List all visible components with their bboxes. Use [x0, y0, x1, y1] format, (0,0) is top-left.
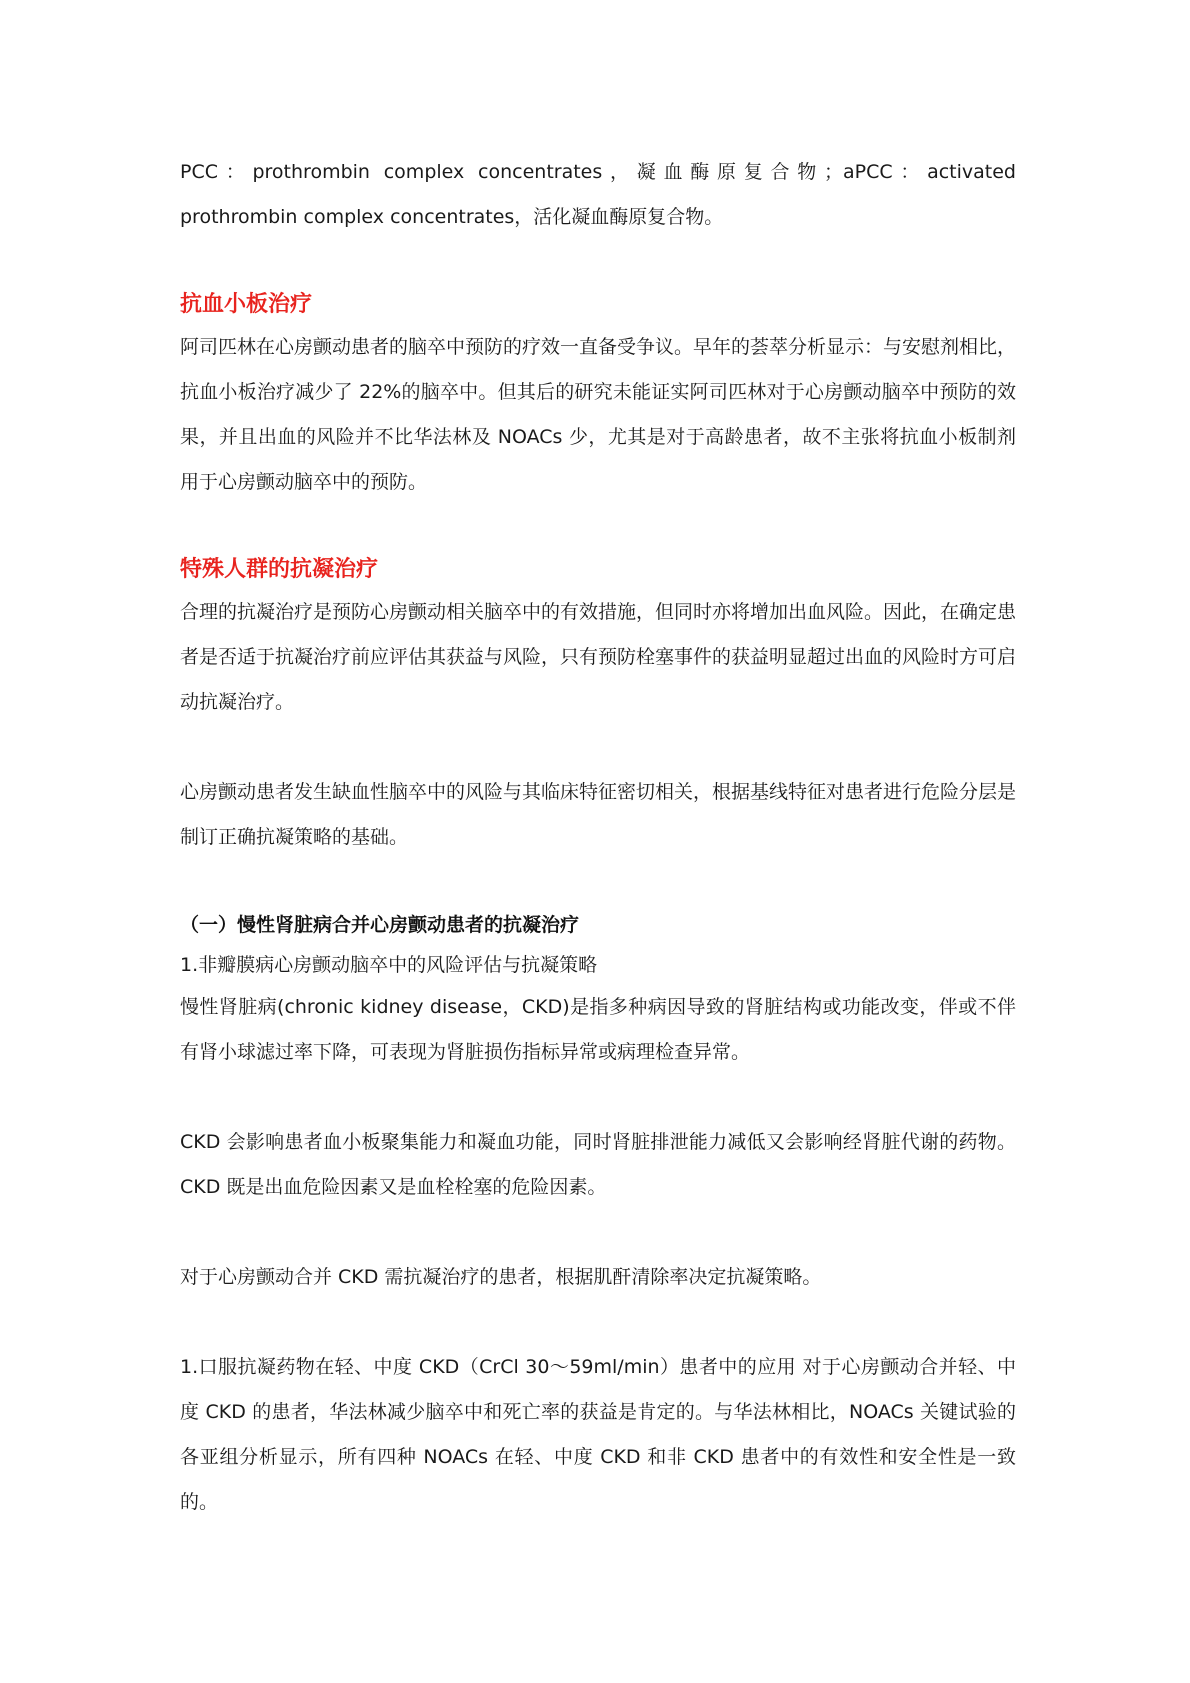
- ckd-para-4: 1.口服抗凝药物在轻、中度 CKD（CrCl 30～59ml/min）患者中的应用 对于心房颤动合并轻、中度 CKD 的患者，华法林减少脑卒中和死亡率的获益是肯定的。与华法林相比，NOACs 关键试验的各亚组分析显示，所有四种 NOACs 在轻、中度 CKD 和非 CKD 患者中的有效性和安全性是一致的。: [180, 1356, 1016, 1513]
- ckd-para-1: 慢性肾脏病(chronic kidney disease，CKD)是指多种病因导致的肾脏结构或功能改变，伴或不伴有肾小球滤过率下降，可表现为肾脏损伤指标异常或病理检查异常。: [180, 996, 1016, 1063]
- subheading-ckd: （一）慢性肾脏病合并心房颤动患者的抗凝治疗: [180, 914, 580, 936]
- document-page: [180, 150, 1016, 1525]
- abbreviation-note: PCC：prothrombin complex concentrates，凝血酶原复合物；aPCC：activated prothrombin complex concentrates，活化凝血酶原复合物。: [180, 161, 1016, 228]
- special-populations-para-2: 心房颤动患者发生缺血性脑卒中的风险与其临床特征密切相关，根据基线特征对患者进行危险分层是制订正确抗凝策略的基础。: [180, 781, 1017, 848]
- ckd-para-2: CKD 会影响患者血小板聚集能力和凝血功能，同时肾脏排泄能力减低又会影响经肾脏代谢的药物。CKD 既是出血危险因素又是血栓栓塞的危险因素。: [180, 1131, 1016, 1198]
- antiplatelet-body: 阿司匹林在心房颤动患者的脑卒中预防的疗效一直备受争议。早年的荟萃分析显示：与安慰剂相比，抗血小板治疗减少了 22%的脑卒中。但其后的研究未能证实阿司匹林对于心房颤动脑卒中预防的效果，并且出血的风险并不比华法林及 NOACs 少，尤其是对于高龄患者，故不主张将抗血小板制剂用于心房颤动脑卒中的预防。: [180, 336, 1017, 493]
- heading-special-populations: 特殊人群的抗凝治疗: [180, 557, 379, 582]
- ckd-item-1: 1.非瓣膜病心房颤动脑卒中的风险评估与抗凝策略: [180, 954, 598, 976]
- heading-antiplatelet: 抗血小板治疗: [180, 292, 313, 317]
- special-populations-para-1: 合理的抗凝治疗是预防心房颤动相关脑卒中的有效措施，但同时亦将增加出血风险。因此，在确定患者是否适于抗凝治疗前应评估其获益与风险，只有预防栓塞事件的获益明显超过出血的风险时方可启动抗凝治疗。: [180, 601, 1017, 713]
- ckd-para-3: 对于心房颤动合并 CKD 需抗凝治疗的患者，根据肌酐清除率决定抗凝策略。: [180, 1266, 822, 1288]
